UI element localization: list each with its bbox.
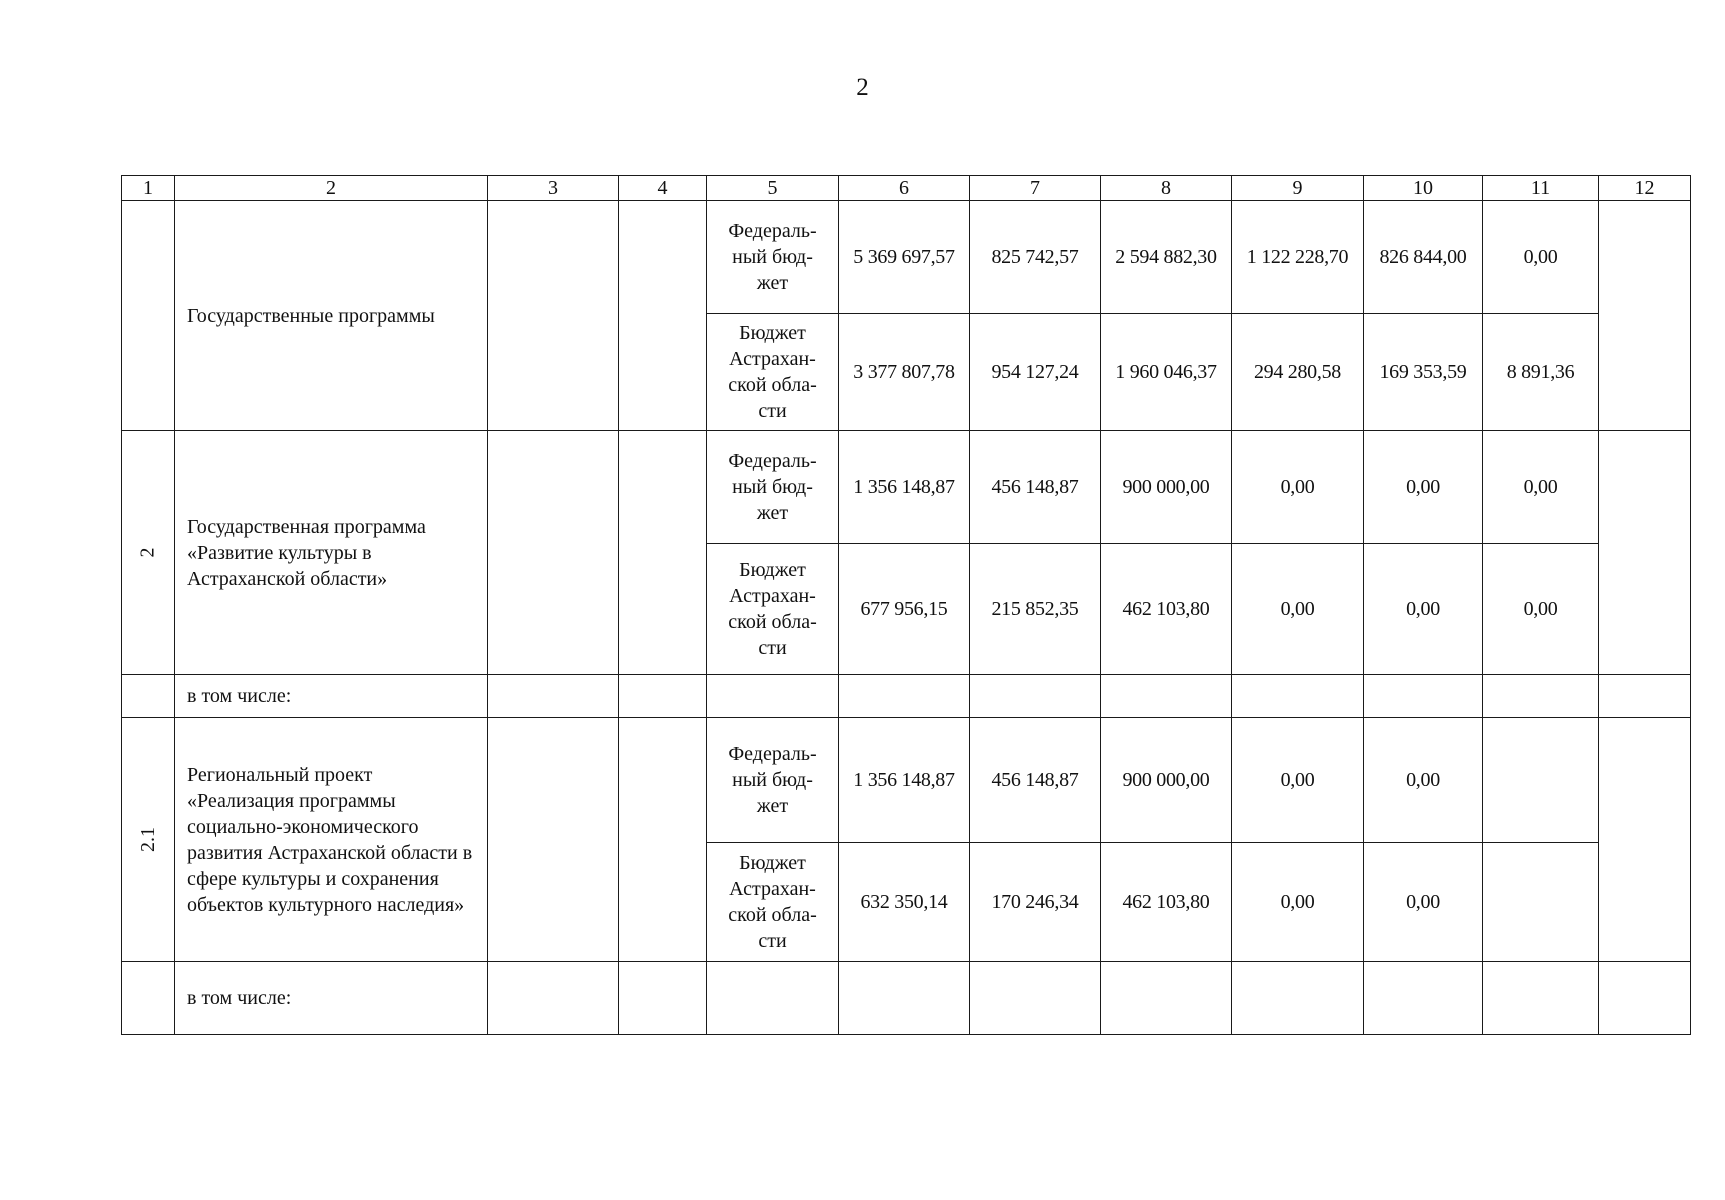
source-federal: Федераль- ный бюд- жет [707,718,839,843]
row-number-cell [122,431,175,675]
value-cell: 456 148,87 [970,431,1101,544]
empty-cell [707,962,839,1035]
empty-cell [1599,962,1691,1035]
source-regional: Бюджет Астрахан- ской обла- сти [707,314,839,431]
value-cell: 456 148,87 [970,718,1101,843]
row-name-program-2: Государственная программа «Развитие культуры в Астраханской области» [175,431,488,675]
value-cell: 900 000,00 [1101,431,1232,544]
source-regional: Бюджет Астрахан- ской обла- сти [707,544,839,675]
empty-cell [1599,431,1691,675]
table-row [122,718,1691,843]
source-regional: Бюджет Астрахан- ской обла- сти [707,843,839,962]
header-cell: 9 [1232,176,1364,201]
empty-cell [1483,962,1599,1035]
value-cell: 0,00 [1364,431,1483,544]
including-label: в том числе: [175,675,488,718]
empty-cell [1599,201,1691,431]
value-cell: 1 356 148,87 [839,718,970,843]
value-cell: 1 122 228,70 [1232,201,1364,314]
table-row [122,431,1691,544]
value-cell: 215 852,35 [970,544,1101,675]
empty-cell [122,675,175,718]
value-cell: 0,00 [1483,201,1599,314]
source-federal: Федераль- ный бюд- жет [707,431,839,544]
empty-cell [619,718,707,962]
value-cell: 0,00 [1232,544,1364,675]
value-cell: 0,00 [1364,843,1483,962]
row-number: 2 [136,547,159,558]
table-row [122,201,1691,314]
value-cell: 462 103,80 [1101,843,1232,962]
empty-cell [488,962,619,1035]
header-cell: 6 [839,176,970,201]
header-cell: 3 [488,176,619,201]
empty-cell [970,675,1101,718]
value-cell: 1 960 046,37 [1101,314,1232,431]
empty-cell [488,431,619,675]
value-cell: 170 246,34 [970,843,1101,962]
empty-cell [1483,675,1599,718]
empty-cell [707,675,839,718]
header-cell: 11 [1483,176,1599,201]
row-name-programs: Государственные программы [175,201,488,431]
header-row [122,176,1691,201]
empty-cell [488,675,619,718]
row-number-cell [122,718,175,962]
header-cell: 7 [970,176,1101,201]
including-label: в том числе: [175,962,488,1035]
empty-cell [1599,675,1691,718]
empty-cell [1232,962,1364,1035]
source-federal: Федераль- ный бюд- жет [707,201,839,314]
empty-cell [1483,718,1599,843]
value-cell: 2 594 882,30 [1101,201,1232,314]
header-cell: 1 [122,176,175,201]
empty-cell [619,675,707,718]
empty-cell [1364,675,1483,718]
value-cell: 8 891,36 [1483,314,1599,431]
value-cell: 0,00 [1232,843,1364,962]
empty-cell [1599,718,1691,962]
value-cell: 462 103,80 [1101,544,1232,675]
value-cell: 826 844,00 [1364,201,1483,314]
empty-cell [619,962,707,1035]
header-cell: 4 [619,176,707,201]
value-cell: 900 000,00 [1101,718,1232,843]
empty-cell [619,201,707,431]
value-cell: 0,00 [1364,718,1483,843]
value-cell: 294 280,58 [1232,314,1364,431]
row-number-cell [122,201,175,431]
value-cell: 5 369 697,57 [839,201,970,314]
value-cell: 0,00 [1232,718,1364,843]
value-cell: 632 350,14 [839,843,970,962]
table-row [122,675,1691,718]
value-cell: 0,00 [1232,431,1364,544]
row-name-project-2-1: Региональный проект «Реализация программы социально-экономического развития Астраханской области в сфере культуры и сохранения объектов культурного наследия» [175,718,488,962]
value-cell: 3 377 807,78 [839,314,970,431]
table-row [122,962,1691,1035]
budget-table [121,175,1691,1035]
value-cell: 825 742,57 [970,201,1101,314]
empty-cell [1101,962,1232,1035]
row-number: 2.1 [136,827,159,852]
value-cell: 0,00 [1364,544,1483,675]
header-cell: 10 [1364,176,1483,201]
empty-cell [970,962,1101,1035]
empty-cell [488,718,619,962]
empty-cell [839,675,970,718]
empty-cell [1483,843,1599,962]
empty-cell [619,431,707,675]
empty-cell [488,201,619,431]
value-cell: 169 353,59 [1364,314,1483,431]
header-cell: 12 [1599,176,1691,201]
value-cell: 0,00 [1483,544,1599,675]
header-cell: 2 [175,176,488,201]
empty-cell [1101,675,1232,718]
value-cell: 0,00 [1483,431,1599,544]
empty-cell [122,962,175,1035]
page-number: 2 [856,74,869,101]
value-cell: 1 356 148,87 [839,431,970,544]
value-cell: 954 127,24 [970,314,1101,431]
empty-cell [1364,962,1483,1035]
header-cell: 8 [1101,176,1232,201]
empty-cell [839,962,970,1035]
empty-cell [1232,675,1364,718]
value-cell: 677 956,15 [839,544,970,675]
header-cell: 5 [707,176,839,201]
